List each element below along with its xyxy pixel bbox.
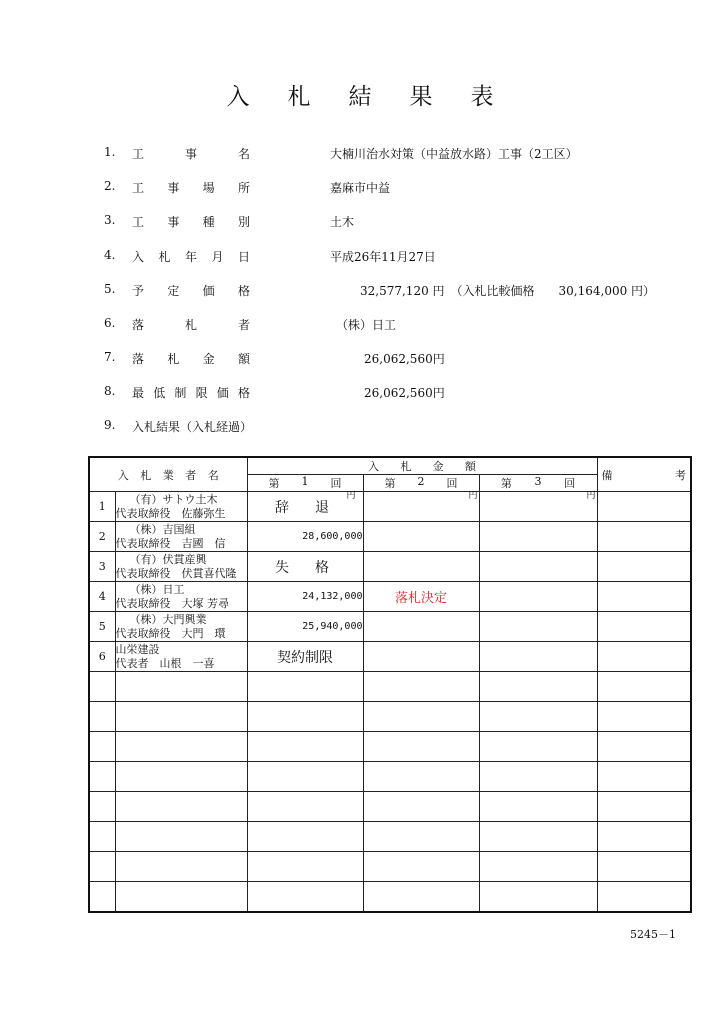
round3-cell — [479, 642, 597, 672]
round1-cell: 円 辞 退 — [247, 492, 363, 522]
table-row — [89, 642, 691, 672]
header-remarks: 備 考 — [597, 457, 691, 492]
table-row-empty — [89, 702, 691, 732]
winner-mark: 落札決定 — [363, 582, 479, 612]
round2-cell — [363, 612, 479, 642]
round3-cell: 円 — [479, 492, 597, 522]
item-label: 落 札 者 — [132, 318, 250, 332]
item-label: 工 事 種 別 — [132, 215, 250, 229]
round1-cell: 25,940,000 — [247, 612, 363, 642]
table-row — [89, 582, 691, 612]
table-row — [89, 522, 691, 552]
item-label: 工 事 場 所 — [132, 181, 250, 195]
round3-cell — [479, 612, 597, 642]
title-char: 札 — [287, 84, 311, 110]
round2-cell — [363, 522, 479, 552]
header-round-3: 第 3 回 — [479, 475, 597, 492]
item-label: 工 事 名 — [132, 147, 250, 161]
round2-cell: 円 — [363, 492, 479, 522]
round3-cell — [479, 582, 597, 612]
row-number: 5 — [89, 612, 115, 642]
table-row-empty — [89, 762, 691, 792]
item-value: 土木 — [330, 215, 355, 229]
item-label: 入 札 年 月 日 — [132, 250, 250, 264]
row-number: 1 — [89, 492, 115, 522]
table-row — [89, 552, 691, 582]
row-number: 4 — [89, 582, 115, 612]
title-char: 結 — [348, 84, 372, 110]
remarks-cell — [597, 612, 691, 642]
header-round-1: 第 1 回 — [247, 475, 363, 492]
round3-cell — [479, 552, 597, 582]
table-row — [89, 612, 691, 642]
item-value: 大楠川治水対策（中益放水路）工事（2工区） — [330, 147, 578, 161]
title-char: 果 — [409, 84, 433, 110]
table-row-empty — [89, 822, 691, 852]
remarks-cell — [597, 642, 691, 672]
remarks-cell — [597, 492, 691, 522]
table-row — [89, 492, 691, 522]
remarks-cell — [597, 522, 691, 552]
bidder-cell: （有）伏貫産興 代表取締役 伏貫喜代隆 — [115, 552, 247, 582]
remarks-cell — [597, 582, 691, 612]
row-number: 6 — [89, 642, 115, 672]
item-label: 落 札 金 額 — [132, 352, 250, 366]
item-value: 32,577,120 円 （入札比較価格 30,164,000 円） — [360, 284, 656, 298]
round2-cell — [363, 642, 479, 672]
round1-cell: 28,600,000 — [247, 522, 363, 552]
round2-cell — [363, 552, 479, 582]
round1-cell: 失 格 — [247, 552, 363, 582]
item-label: 最 低 制 限 価 格 — [132, 386, 250, 400]
row-number: 3 — [89, 552, 115, 582]
round1-cell: 24,132,000 — [247, 582, 363, 612]
table-row-empty — [89, 792, 691, 822]
bidder-cell: （株）大門興業 代表取締役 大門 環 — [115, 612, 247, 642]
item-value: 嘉麻市中益 — [330, 181, 391, 195]
bid-result-table — [88, 456, 692, 913]
bidder-cell: （株）吉国組 代表取締役 吉國 信 — [115, 522, 247, 552]
title-char: 入 — [226, 84, 250, 110]
header-bid-amount: 入 札 金 額 — [247, 457, 597, 475]
item-value: 26,062,560円 — [364, 386, 445, 400]
page-title — [0, 78, 720, 111]
bidder-cell: （株）日工 代表取締役 大塚 芳尋 — [115, 582, 247, 612]
table-header-row — [89, 457, 691, 475]
table-row-empty — [89, 672, 691, 702]
page-number: 5245－1 — [630, 928, 676, 941]
title-char: 表 — [470, 84, 494, 110]
bidder-cell: 山栄建設 代表者 山根 一喜 — [115, 642, 247, 672]
header-bidder-name: 入 札 業 者 名 — [89, 457, 247, 492]
remarks-cell — [597, 552, 691, 582]
item-label: 予 定 価 格 — [132, 284, 250, 298]
header-round-2: 第 2 回 — [363, 475, 479, 492]
item-value: 平成26年11月27日 — [330, 250, 436, 264]
row-number: 2 — [89, 522, 115, 552]
round1-cell: 契約制限 — [247, 642, 363, 672]
table-row-empty — [89, 882, 691, 913]
bidder-cell: （有）サトウ土木 代表取締役 佐藤弥生 — [115, 492, 247, 522]
item-value: （株）日工 — [336, 318, 397, 332]
table-row-empty — [89, 852, 691, 882]
table-row-empty — [89, 732, 691, 762]
round3-cell — [479, 522, 597, 552]
item-label: 入札結果（入札経過） — [132, 420, 253, 434]
item-value: 26,062,560円 — [364, 352, 445, 366]
